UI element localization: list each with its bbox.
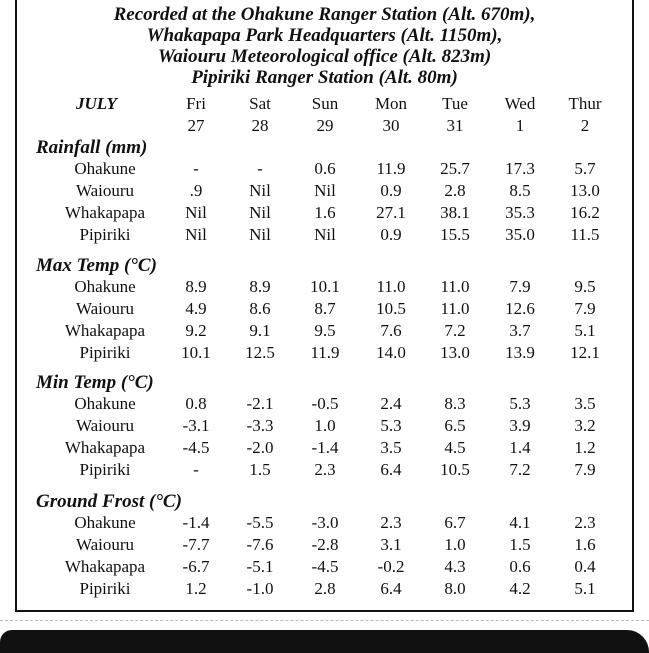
station-name: Ohakune: [74, 159, 136, 178]
table-cell: 10.1: [310, 277, 340, 296]
station-name: Waiouru: [75, 181, 135, 200]
table-cell: 3.2: [574, 416, 596, 435]
table-cell: 1.0: [444, 535, 466, 554]
table-row: [0, 535, 649, 557]
station-name: Pipiriki: [79, 225, 131, 244]
table-cell: 14.0: [376, 343, 406, 362]
station-name: Whakapapa: [64, 321, 146, 340]
day-label: Thur: [568, 94, 602, 113]
table-cell: 2.4: [380, 394, 402, 413]
table-cell: 3.9: [509, 416, 531, 435]
table-cell: 2.8: [314, 579, 336, 598]
table-row: [0, 203, 649, 225]
table-row: [0, 277, 649, 299]
table-cell: -1.4: [182, 513, 210, 532]
table-cell: 5.3: [380, 416, 402, 435]
table-row: [0, 394, 649, 416]
table-row: [0, 225, 649, 247]
date-label: 31: [446, 116, 464, 135]
table-cell: 2.3: [314, 460, 336, 479]
day-label: Tue: [442, 94, 468, 113]
table-cell: 38.1: [440, 203, 470, 222]
table-cell: 6.4: [380, 460, 402, 479]
table-cell: 17.3: [505, 159, 535, 178]
table-cell: 35.3: [505, 203, 535, 222]
date-label: 2: [580, 116, 590, 135]
table-cell: 8.3: [444, 394, 466, 413]
table-cell: 7.2: [509, 460, 531, 479]
table-cell: 4.5: [444, 438, 466, 457]
date-label: 30: [382, 116, 400, 135]
month-label: JULY: [76, 94, 117, 113]
table-cell: 11.9: [376, 159, 406, 178]
table-cell: Nil: [185, 203, 207, 222]
header-line: Waiouru Meteorological office (Alt. 823m): [157, 46, 492, 67]
table-cell: 3.5: [574, 394, 596, 413]
table-cell: 3.7: [509, 321, 531, 340]
table-cell: 9.1: [249, 321, 271, 340]
date-label: 29: [316, 116, 334, 135]
table-cell: 7.2: [444, 321, 466, 340]
table-cell: 12.5: [245, 343, 275, 362]
table-cell: 8.5: [509, 181, 531, 200]
table-row: [0, 460, 649, 482]
day-label: Mon: [374, 94, 408, 113]
table-cell: Nil: [249, 203, 271, 222]
table-cell: 11.5: [570, 225, 600, 244]
table-cell: 9.5: [314, 321, 336, 340]
table-cell: 5.3: [509, 394, 531, 413]
table-row: [0, 438, 649, 460]
table-cell: -0.2: [377, 557, 405, 576]
station-name: Pipiriki: [79, 343, 131, 362]
section-title: Min Temp (°C): [36, 372, 154, 393]
table-cell: 1.4: [509, 438, 531, 457]
station-name: Whakapapa: [64, 557, 146, 576]
table-row: [0, 159, 649, 181]
table-cell: 3.5: [380, 438, 402, 457]
table-cell: 9.2: [185, 321, 207, 340]
header-line: Pipiriki Ranger Station (Alt. 80m): [191, 67, 458, 88]
table-cell: 13.0: [570, 181, 600, 200]
table-cell: 8.9: [249, 277, 271, 296]
table-header: [0, 4, 649, 88]
table-cell: -3.1: [182, 416, 210, 435]
table-row: [0, 513, 649, 535]
table-cell: 6.5: [444, 416, 466, 435]
table-cell: -6.7: [182, 557, 210, 576]
table-cell: 5.7: [574, 159, 596, 178]
table-cell: 0.6: [509, 557, 531, 576]
table-cell: 4.3: [444, 557, 466, 576]
section-title: Max Temp (°C): [36, 255, 157, 276]
table-cell: 11.9: [310, 343, 340, 362]
day-label: Fri: [186, 94, 206, 113]
date-label: 1: [515, 116, 525, 135]
divider: [0, 620, 649, 622]
table-cell: Nil: [314, 225, 336, 244]
table-cell: 2.3: [574, 513, 596, 532]
station-name: Waiouru: [75, 299, 135, 318]
header-line: Whakapapa Park Headquarters (Alt. 1150m),: [146, 25, 503, 46]
table-row: [0, 181, 649, 203]
table-cell: 13.0: [440, 343, 470, 362]
table-cell: 4.2: [509, 579, 531, 598]
table-cell: 0.4: [574, 557, 596, 576]
table-cell: Nil: [249, 181, 271, 200]
table-cell: -: [193, 460, 199, 479]
table-row: [0, 321, 649, 343]
table-cell: 1.5: [249, 460, 271, 479]
table-row: [0, 557, 649, 579]
table-cell: 11.0: [440, 299, 470, 318]
table-cell: -4.5: [311, 557, 339, 576]
station-name: Waiouru: [75, 535, 135, 554]
table-cell: 5.1: [574, 321, 596, 340]
table-cell: -7.6: [246, 535, 274, 554]
table-cell: -2.8: [311, 535, 339, 554]
table-cell: 10.5: [376, 299, 406, 318]
table-cell: 9.5: [574, 277, 596, 296]
table-cell: Nil: [314, 181, 336, 200]
table-cell: 12.6: [505, 299, 535, 318]
table-cell: 11.0: [376, 277, 406, 296]
table-cell: 13.9: [505, 343, 535, 362]
table-cell: 27.1: [376, 203, 406, 222]
table-cell: 1.0: [314, 416, 336, 435]
table-cell: 8.0: [444, 579, 466, 598]
table-cell: 10.1: [181, 343, 211, 362]
station-name: Waiouru: [75, 416, 135, 435]
table-cell: -1.0: [246, 579, 274, 598]
table-cell: 12.1: [570, 343, 600, 362]
table-cell: -5.5: [246, 513, 274, 532]
date-label: 27: [187, 116, 205, 135]
header-line: Recorded at the Ohakune Ranger Station (Alt. 670m),: [113, 4, 536, 25]
station-name: Whakapapa: [64, 203, 146, 222]
table-cell: 8.6: [249, 299, 271, 318]
table-cell: 1.2: [574, 438, 596, 457]
table-cell: 25.7: [440, 159, 470, 178]
table-cell: 4.9: [185, 299, 207, 318]
table-cell: -5.1: [246, 557, 274, 576]
table-cell: 8.7: [314, 299, 336, 318]
table-cell: 11.0: [440, 277, 470, 296]
station-name: Ohakune: [74, 394, 136, 413]
table-cell: 1.2: [185, 579, 207, 598]
table-cell: 15.5: [440, 225, 470, 244]
table-cell: 5.1: [574, 579, 596, 598]
table-cell: .9: [189, 181, 203, 200]
table-cell: 3.1: [380, 535, 402, 554]
table-cell: 6.4: [380, 579, 402, 598]
station-name: Pipiriki: [79, 460, 131, 479]
station-name: Ohakune: [74, 513, 136, 532]
table-cell: 1.6: [574, 535, 596, 554]
table-cell: 0.9: [380, 225, 402, 244]
table-cell: 7.9: [574, 460, 596, 479]
table-cell: 6.7: [444, 513, 466, 532]
day-label: Wed: [504, 94, 536, 113]
table-cell: Nil: [249, 225, 271, 244]
table-row: [0, 416, 649, 438]
table-cell: 0.6: [314, 159, 336, 178]
table-cell: -2.0: [246, 438, 274, 457]
section-title: Ground Frost (°C): [36, 491, 182, 512]
table-cell: 10.5: [440, 460, 470, 479]
table-cell: -3.3: [246, 416, 274, 435]
table-cell: 16.2: [570, 203, 600, 222]
station-name: Whakapapa: [64, 438, 146, 457]
table-cell: 7.6: [380, 321, 402, 340]
day-label: Sat: [249, 94, 271, 113]
table-cell: -: [257, 159, 263, 178]
table-cell: 2.8: [444, 181, 466, 200]
table-cell: Nil: [185, 225, 207, 244]
table-cell: 8.9: [185, 277, 207, 296]
table-row: [0, 343, 649, 365]
table-cell: 1.6: [314, 203, 336, 222]
table-cell: -4.5: [182, 438, 210, 457]
table-cell: 2.3: [380, 513, 402, 532]
table-cell: -1.4: [311, 438, 339, 457]
station-name: Pipiriki: [79, 579, 131, 598]
table-cell: 35.0: [505, 225, 535, 244]
table-row: [0, 299, 649, 321]
bottom-bar: [0, 630, 649, 653]
table-cell: -0.5: [311, 394, 339, 413]
table-cell: -: [193, 159, 199, 178]
table-row: [0, 579, 649, 601]
table-cell: 1.5: [509, 535, 531, 554]
day-label: Sun: [311, 94, 339, 113]
table-cell: 0.8: [185, 394, 207, 413]
date-label: 28: [251, 116, 269, 135]
table-cell: -7.7: [182, 535, 210, 554]
table-cell: -3.0: [311, 513, 339, 532]
section-title: Rainfall (mm): [36, 137, 148, 158]
table-cell: 0.9: [380, 181, 402, 200]
table-cell: 7.9: [509, 277, 531, 296]
station-name: Ohakune: [74, 277, 136, 296]
table-cell: 4.1: [509, 513, 531, 532]
table-cell: -2.1: [246, 394, 274, 413]
table-cell: 7.9: [574, 299, 596, 318]
